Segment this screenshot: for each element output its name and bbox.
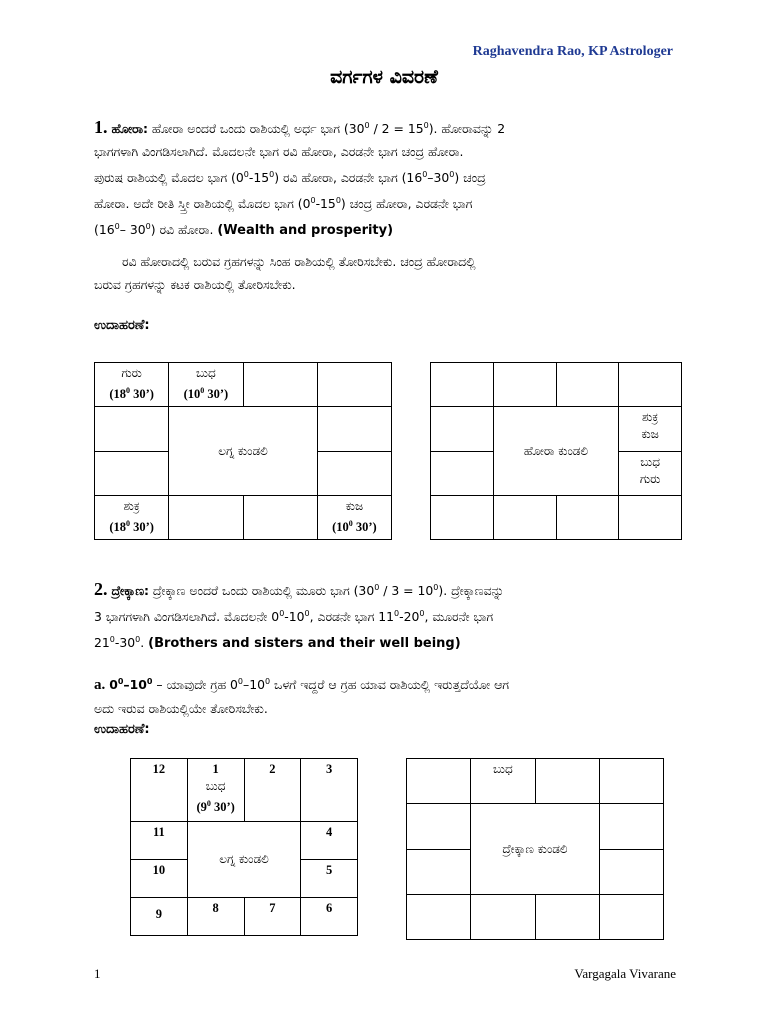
- house-cell: [407, 895, 470, 939]
- house-cell: [471, 759, 534, 803]
- planet-budha: ಬುಧ: [205, 779, 226, 793]
- house-cell: [536, 895, 599, 939]
- house-cell: [95, 407, 168, 450]
- house-cell: [600, 804, 663, 848]
- house-cell: 1 ಬುಧ ($9^0$ 30’): [188, 759, 244, 821]
- house-cell: 7: [245, 898, 301, 935]
- header-author: Raghavendra Rao, KP Astrologer: [472, 44, 673, 59]
- page-title: ವರ್ಗಗಳ ವಿವರಣೆ: [330, 66, 438, 88]
- house-cell: 3: [301, 759, 357, 821]
- house-cell: [407, 804, 470, 848]
- section-1-number: 1.: [94, 117, 108, 138]
- planet-guru: ಗುರು: [639, 471, 661, 486]
- house-cell: 9: [131, 898, 187, 935]
- house-cell: [619, 496, 681, 539]
- house-cell: [536, 759, 599, 803]
- house-cell: [318, 407, 391, 450]
- house-cell: [557, 363, 619, 406]
- section-1-english: (Wealth and prosperity): [217, 223, 394, 239]
- planet-guru: ಗುರು: [121, 366, 142, 380]
- house-cell: 2: [245, 759, 301, 821]
- house-cell: [431, 407, 493, 450]
- house-cell: 12: [131, 759, 187, 821]
- house-cell: 6: [301, 898, 357, 935]
- house-cell: [619, 363, 681, 406]
- chart-lagna-kundali-2: [130, 758, 358, 936]
- chart-title: ಹೋರಾ ಕುಂಡಲಿ: [494, 407, 619, 495]
- house-cell: [557, 496, 619, 539]
- house-cell: 11: [131, 822, 187, 859]
- section-2-paragraph: 2. ದ್ರೇಕ್ಕಾಣ: ದ್ರೇಕ್ಕಾಣ ಅಂದರೆ ಒಂದು ರಾಶಿಯಲ್ಲಿ ಮೂರು ಭಾಗ $(30^0 / 3 = 10^0)$. ದ್ರೇಕ್ಕಾಣವನ್ನು 3 ಭಾಗಗಳಾಗಿ ವಿಂಗಡಿಸಲಾಗಿದೆ. ಮೊದಲನೇ $0^0-10^0$, ಎರಡನೇ ಭಾಗ $11^0-20^0$, ಮೂರನೇ ಭಾಗ $21^0-30^0$. (Brothers and sisters and their well being): [94, 579, 505, 652]
- section-1-paragraph-2: ರವಿ ಹೋರಾದಲ್ಲಿ ಬರುವ ಗ್ರಹಗಳನ್ನು ಸಿಂಹ ರಾಶಿಯಲ್ಲಿ ತೋರಿಸಬೇಕು. ಚಂದ್ರ ಹೋರಾದಲ್ಲಿ ಬರುವ ಗ್ರಹಗಳನ್ನು ಕಟಕ ರಾಶಿಯಲ್ಲಿ ತೋರಿಸಬೇಕು.: [94, 254, 476, 292]
- house-cell: [244, 363, 317, 406]
- house-cell: [600, 895, 663, 939]
- section-1-heading: ಹೋರಾ:: [111, 121, 148, 137]
- house-cell: [619, 407, 681, 450]
- chart-title: ಲಗ್ನ ಕುಂಡಲಿ: [169, 407, 317, 495]
- house-cell: [318, 363, 391, 406]
- planet-budha: ಬುಧ: [640, 454, 660, 469]
- planet-budha: ಬುಧ: [196, 366, 216, 380]
- section-2-heading: ದ್ರೇಕ್ಕಾಣ:: [111, 583, 149, 599]
- planet-budha: ಬುಧ: [493, 762, 513, 776]
- page-number: 1: [94, 966, 101, 981]
- chart-drekkana-kundali: [406, 758, 664, 940]
- house-cell: ಗುರು ($18^0$ 30’): [95, 363, 168, 406]
- chart-hora-kundali: [430, 362, 682, 540]
- example-label-2: ಉದಾಹರಣೆ:: [94, 722, 150, 737]
- section-2a-paragraph: a. $0^0-10^0$ – ಯಾವುದೇ ಗ್ರಹ $0^0-10^0$ ಒಳಗೆ ಇದ್ದರೆ ಆ ಗ್ರಹ ಯಾವ ರಾಶಿಯಲ್ಲಿ ಇರುತ್ತದೆಯೋ ಆಗ ಅದು ಇರುವ ರಾಶಿಯಲ್ಲಿಯೇ ತೋರಿಸಬೇಕು.: [94, 677, 509, 717]
- house-cell: 4: [301, 822, 357, 859]
- footer-doc-title: Vargagala Vivarane: [574, 966, 676, 981]
- chart-title: ದ್ರೇಕ್ಕಾಣ ಕುಂಡಲಿ: [471, 804, 599, 894]
- house-cell: [95, 452, 168, 495]
- house-cell: [169, 496, 242, 539]
- house-cell: [600, 759, 663, 803]
- house-cell: 10: [131, 860, 187, 897]
- planet-kuja: ಕುಜ: [641, 427, 659, 442]
- house-cell: [407, 850, 470, 894]
- house-cell: [431, 496, 493, 539]
- chart-title: ಲಗ್ನ ಕುಂಡಲಿ: [188, 822, 301, 897]
- house-cell: [494, 496, 556, 539]
- house-cell: [407, 759, 470, 803]
- house-cell: [494, 363, 556, 406]
- planet-shukra: ಶುಕ್ರ: [123, 498, 140, 513]
- house-cell: ಬುಧ ($10^0$ 30’): [169, 363, 242, 406]
- section-2-number: 2.: [94, 579, 108, 600]
- house-cell: 5: [301, 860, 357, 897]
- planet-kuja: ಕುಜ: [345, 498, 364, 513]
- house-cell: [431, 363, 493, 406]
- house-cell: [600, 850, 663, 894]
- house-cell: ಕುಜ ($10^0$ 30’): [318, 496, 391, 539]
- chart-lagna-kundali-1: [94, 362, 392, 540]
- house-cell: [471, 895, 534, 939]
- example-label-1: ಉದಾಹರಣೆ:: [94, 318, 150, 333]
- house-cell: [318, 452, 391, 495]
- house-cell: [619, 452, 681, 495]
- house-cell: [431, 452, 493, 495]
- house-cell: 8: [188, 898, 244, 935]
- section-2-english: (Brothers and sisters and their well being): [148, 636, 461, 652]
- section-1-paragraph: 1. ಹೋರಾ: ಹೋರಾ ಅಂದರೆ ಒಂದು ರಾಶಿಯಲ್ಲಿ ಅರ್ಧ ಭಾಗ $(30^0 / 2 = 15^0)$. ಹೋರಾವನ್ನು 2 ಭಾಗಗಳಾಗಿ ವಿಂಗಡಿಸಲಾಗಿದೆ. ಮೊದಲನೇ ಭಾಗ ರವಿ ಹೋರಾ, ಎರಡನೇ ಭಾಗ ಚಂದ್ರ ಹೋರಾ. ಪುರುಷ ರಾಶಿಯಲ್ಲಿ ಮೊದಲ ಭಾಗ $(0^0-15^0)$ ರವಿ ಹೋರಾ, ಎರಡನೇ ಭಾಗ $(16^0-30^0)$ ಚಂದ್ರ ಹೋರಾ. ಅದೇ ರೀತಿ ಸ್ತ್ರೀ ರಾಶಿಯಲ್ಲಿ ಮೊದಲ ಭಾಗ $(0^0-15^0)$ ಚಂದ್ರ ಹೋರಾ, ಎರಡನೇ ಭಾಗ ($16^0-$ $30^0$) ರವಿ ಹೋರಾ. (Wealth and prosperity): [94, 117, 506, 239]
- house-cell: [244, 496, 317, 539]
- house-cell: ಶುಕ್ರ ($18^0$ 30’): [95, 496, 168, 539]
- planet-shukra: ಶುಕ್ರ: [641, 410, 659, 425]
